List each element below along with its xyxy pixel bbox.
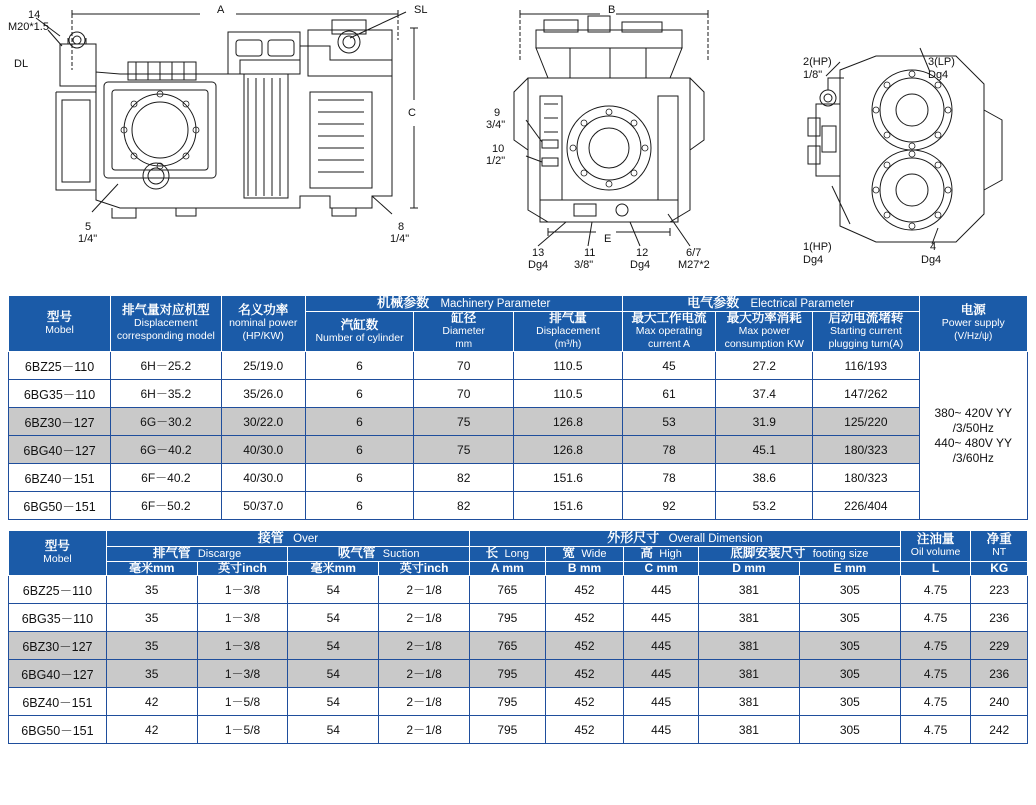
- cell-kw: 38.6: [716, 464, 813, 492]
- th-max-power-en: Max power consumption KW: [724, 325, 804, 350]
- cell-disp: 110.5: [514, 352, 622, 380]
- cell2-b: 452: [545, 604, 624, 632]
- cell-start: 125/220: [813, 408, 919, 436]
- cell2-dis-mm: 35: [106, 660, 197, 688]
- th2-discharge-cn: 排气管: [152, 546, 191, 560]
- table-row: [9, 576, 1028, 604]
- cell2-d: 381: [698, 660, 799, 688]
- cell2-model: 6BZ30－127: [9, 632, 107, 660]
- cell2-dis-mm: 35: [106, 604, 197, 632]
- cell2-c: 445: [624, 688, 699, 716]
- th-model-en: Mobel: [45, 323, 74, 336]
- th-max-current-en: Max operating current A: [635, 325, 703, 350]
- side-label-7: Dg4: [528, 259, 549, 271]
- cell-dia: 82: [414, 492, 514, 520]
- th-start-current: [813, 312, 919, 352]
- cell-dia: 75: [414, 408, 514, 436]
- th-power-supply-unit: (V/Hz/ψ): [954, 331, 993, 342]
- cell2-nt: 223: [971, 576, 1028, 604]
- cell2-model: 6BZ25－110: [9, 576, 107, 604]
- top-label-6: 4: [930, 241, 937, 253]
- cell-model: 6BG40－127: [9, 436, 111, 464]
- cell2-suc-in: 2－1/8: [379, 660, 470, 688]
- specification-table-1: [8, 295, 1028, 520]
- table1-header-row-1: [9, 296, 1028, 312]
- cell2-suc-in: 2－1/8: [379, 632, 470, 660]
- front-view-drawing: [0, 0, 440, 295]
- th-displacement-cn: 排气量: [549, 311, 587, 325]
- side-label-13: M27*2: [678, 259, 710, 271]
- th2-model-cn: 型号: [44, 539, 70, 553]
- cell2-a: 795: [470, 716, 546, 744]
- cell2-suc-mm: 54: [288, 688, 379, 716]
- cell-disp-model: 6H－35.2: [111, 380, 222, 408]
- cell2-a: 795: [470, 660, 546, 688]
- top-label-0: 2(HP): [803, 56, 832, 68]
- th2-long-en: Long: [504, 548, 529, 560]
- top-label-7: Dg4: [921, 254, 942, 266]
- th2-oil-volume: [900, 531, 971, 562]
- th2-unit-suc-inch: 英寸inch: [379, 562, 470, 576]
- cell-cur: 78: [622, 436, 716, 464]
- th2-long-cn: 长: [485, 546, 499, 560]
- th-electrical-cn: 电气参数: [687, 295, 740, 310]
- cell-start: 147/262: [813, 380, 919, 408]
- cell-model: 6BZ40－151: [9, 464, 111, 492]
- th2-unit-a: A mm: [470, 562, 546, 576]
- th-displacement-model-cn: 排气量对应机型: [122, 303, 210, 317]
- top-label-1: 1/8": [803, 69, 823, 81]
- th2-unit-b: B mm: [545, 562, 624, 576]
- cell2-dis-mm: 35: [106, 576, 197, 604]
- top-label-3: Dg4: [928, 69, 949, 81]
- cell2-c: 445: [624, 632, 699, 660]
- table2-body: [9, 576, 1028, 744]
- th-nominal-power: [221, 296, 305, 352]
- th-model: [9, 296, 111, 352]
- cell2-dis-mm: 42: [106, 716, 197, 744]
- cell-cyl: 6: [305, 408, 413, 436]
- cell2-b: 452: [545, 688, 624, 716]
- cell2-dis-in: 1－3/8: [197, 604, 288, 632]
- cell-disp-model: 6G－30.2: [111, 408, 222, 436]
- th-displacement: [514, 312, 622, 352]
- th2-wide: [545, 547, 624, 562]
- th2-nt-en: NT: [992, 546, 1007, 558]
- th-machinery-en: Machinery Parameter: [440, 298, 551, 310]
- th2-overall-cn: 外形尺寸: [607, 530, 660, 545]
- cell2-model: 6BZ40－151: [9, 688, 107, 716]
- cell2-dis-mm: 35: [106, 632, 197, 660]
- th2-unit-l: L: [900, 562, 971, 576]
- cell2-e: 305: [799, 688, 900, 716]
- cell2-model: 6BG50－151: [9, 716, 107, 744]
- cell-dia: 70: [414, 352, 514, 380]
- table2-header-row-1: [9, 531, 1028, 547]
- cell-cur: 92: [622, 492, 716, 520]
- th2-unit-c: C mm: [624, 562, 699, 576]
- side-label-4: 1/2": [486, 155, 506, 167]
- cell2-nt: 240: [971, 688, 1028, 716]
- front-view-svg: [0, 0, 440, 295]
- cell2-a: 765: [470, 632, 546, 660]
- th2-overall-en: Overall Dimension: [668, 533, 763, 545]
- front-label-5: C: [408, 107, 416, 119]
- cell-disp-model: 6F－40.2: [111, 464, 222, 492]
- th-cylinder-number: [305, 312, 413, 352]
- table-row: [9, 464, 1028, 492]
- cell-disp: 151.6: [514, 464, 622, 492]
- top-label-2: 3(LP): [928, 56, 955, 68]
- cell-kw: 53.2: [716, 492, 813, 520]
- th2-long: [470, 547, 546, 562]
- th2-overall-dimension: [470, 531, 901, 547]
- th2-net-weight: [971, 531, 1028, 562]
- cell-start: 180/323: [813, 464, 919, 492]
- front-label-4: SL: [414, 4, 428, 16]
- cell2-suc-in: 2－1/8: [379, 688, 470, 716]
- cell-start: 226/404: [813, 492, 919, 520]
- th2-unit-kg: KG: [971, 562, 1028, 576]
- table-row: [9, 632, 1028, 660]
- th2-footing: [698, 547, 900, 562]
- table-row: [9, 660, 1028, 688]
- cell2-nt: 229: [971, 632, 1028, 660]
- th2-unit-dis-inch: 英寸inch: [197, 562, 288, 576]
- th-cylinder-number-cn: 汽缸数: [340, 317, 379, 332]
- cell2-oil: 4.75: [900, 632, 971, 660]
- cell-disp-model: 6F－50.2: [111, 492, 222, 520]
- side-label-2: 3/4": [486, 119, 506, 131]
- table2-header-row-3: [9, 562, 1028, 576]
- side-label-6: 13: [532, 247, 545, 259]
- power-supply-line-3: 440~ 480V YY: [934, 435, 1013, 450]
- th-displacement-en: Displacement: [536, 325, 600, 337]
- cell2-oil: 4.75: [900, 716, 971, 744]
- cell2-suc-in: 2－1/8: [379, 604, 470, 632]
- th2-unit-e: E mm: [799, 562, 900, 576]
- cell-cyl: 6: [305, 492, 413, 520]
- cell2-b: 452: [545, 632, 624, 660]
- th-power-supply: [919, 296, 1027, 352]
- cell-cur: 53: [622, 408, 716, 436]
- cell-model: 6BZ25－110: [9, 352, 111, 380]
- th-electrical-parameter: [622, 296, 919, 312]
- cell-kw: 31.9: [716, 408, 813, 436]
- side-label-8: 11: [584, 247, 596, 259]
- th2-footing-en: footing size: [812, 548, 869, 560]
- th2-discharge: [106, 547, 288, 562]
- cell2-suc-mm: 54: [288, 716, 379, 744]
- cell2-suc-mm: 54: [288, 660, 379, 688]
- cell2-dis-in: 1－5/8: [197, 716, 288, 744]
- th2-discharge-en: Discarge: [197, 548, 242, 560]
- cell-dia: 82: [414, 464, 514, 492]
- cell-disp: 126.8: [514, 436, 622, 464]
- cell2-c: 445: [624, 576, 699, 604]
- th-diameter-cn: 缸径: [451, 311, 477, 325]
- power-supply-line-2: /3/50Hz: [952, 420, 994, 435]
- power-supply-line-1: 380~ 420V YY: [934, 405, 1013, 420]
- th2-model-en: Mobel: [43, 553, 72, 565]
- cell-power: 40/30.0: [221, 464, 305, 492]
- side-label-10: 12: [636, 247, 649, 259]
- th-diameter-unit: mm: [455, 339, 473, 350]
- cell2-e: 305: [799, 660, 900, 688]
- side-label-11: Dg4: [630, 259, 651, 271]
- cell2-e: 305: [799, 632, 900, 660]
- cell2-suc-in: 2－1/8: [379, 716, 470, 744]
- cell-cyl: 6: [305, 352, 413, 380]
- cell2-dis-in: 1－3/8: [197, 576, 288, 604]
- table2-header-row-2: [9, 547, 1028, 562]
- th2-high: [624, 547, 699, 562]
- cell-cyl: 6: [305, 464, 413, 492]
- th-power-supply-en: Power supply: [941, 317, 1005, 329]
- cell2-model: 6BG35－110: [9, 604, 107, 632]
- cell-power: 30/22.0: [221, 408, 305, 436]
- front-label-0: 14: [28, 9, 41, 21]
- th-nominal-power-cn: 名义功率: [238, 303, 289, 317]
- cell2-oil: 4.75: [900, 604, 971, 632]
- cell-cur: 61: [622, 380, 716, 408]
- top-label-5: Dg4: [803, 254, 824, 266]
- th-displacement-unit: (m³/h): [554, 339, 582, 350]
- cell-disp: 126.8: [514, 408, 622, 436]
- side-view-drawing: [470, 0, 730, 295]
- front-label-7: 1/4": [78, 233, 98, 245]
- th2-suction-en: Suction: [382, 548, 420, 560]
- cell2-e: 305: [799, 576, 900, 604]
- cell2-dis-in: 1－3/8: [197, 632, 288, 660]
- cell2-d: 381: [698, 688, 799, 716]
- cell2-b: 452: [545, 716, 624, 744]
- cell2-dis-in: 1－5/8: [197, 688, 288, 716]
- th-machinery-cn: 机械参数: [377, 295, 430, 310]
- cell-power: 40/30.0: [221, 436, 305, 464]
- cell-model: 6BZ30－127: [9, 408, 111, 436]
- th2-over: [106, 531, 469, 547]
- cell-dia: 75: [414, 436, 514, 464]
- cell2-nt: 236: [971, 604, 1028, 632]
- cell2-model: 6BG40－127: [9, 660, 107, 688]
- cell2-b: 452: [545, 660, 624, 688]
- table-spacer: [0, 520, 1036, 530]
- table-row: [9, 380, 1028, 408]
- cell2-a: 795: [470, 688, 546, 716]
- top-view-drawing: [780, 0, 1036, 295]
- table-row: [9, 604, 1028, 632]
- th-max-current-cn: 最大工作电流: [631, 311, 707, 325]
- cell2-c: 445: [624, 716, 699, 744]
- th-max-current: [622, 312, 716, 352]
- th2-oil-cn: 注油量: [916, 532, 955, 546]
- th2-over-cn: 接管: [257, 530, 284, 545]
- side-label-9: 3/8": [574, 259, 594, 271]
- cell-disp: 151.6: [514, 492, 622, 520]
- th-model-cn: 型号: [47, 309, 73, 324]
- cell-kw: 37.4: [716, 380, 813, 408]
- table-row: [9, 492, 1028, 520]
- th2-wide-cn: 宽: [562, 546, 576, 560]
- front-label-1: M20*1.5: [8, 21, 49, 33]
- table-row: [9, 716, 1028, 744]
- th-nominal-power-en: nominal power (HP/KW): [229, 317, 298, 342]
- th-start-current-cn: 启动电流堵转: [828, 311, 904, 325]
- cell2-c: 445: [624, 604, 699, 632]
- th2-footing-cn: 底脚安装尺寸: [730, 546, 806, 560]
- cell-kw: 27.2: [716, 352, 813, 380]
- cell-disp-model: 6G－40.2: [111, 436, 222, 464]
- technical-drawings: [0, 0, 1036, 295]
- cell2-suc-in: 2－1/8: [379, 576, 470, 604]
- cell-cyl: 6: [305, 436, 413, 464]
- cell2-d: 381: [698, 716, 799, 744]
- cell-cur: 45: [622, 352, 716, 380]
- th2-oil-en: Oil volume: [910, 546, 961, 558]
- cell2-oil: 4.75: [900, 688, 971, 716]
- th2-unit-suc-mm: 毫米mm: [288, 562, 379, 576]
- th2-model: [9, 531, 107, 576]
- cell2-dis-in: 1－3/8: [197, 660, 288, 688]
- table-row: [9, 436, 1028, 464]
- th-machinery-parameter: [305, 296, 622, 312]
- cell2-e: 305: [799, 716, 900, 744]
- cell-power: 35/26.0: [221, 380, 305, 408]
- cell-cyl: 6: [305, 380, 413, 408]
- cell2-dis-mm: 42: [106, 688, 197, 716]
- th2-unit-d: D mm: [698, 562, 799, 576]
- side-label-3: 10: [492, 143, 505, 155]
- th2-over-en: Over: [293, 533, 319, 545]
- cell2-suc-mm: 54: [288, 576, 379, 604]
- cell-disp: 110.5: [514, 380, 622, 408]
- front-label-2: DL: [14, 58, 29, 70]
- cell2-e: 305: [799, 604, 900, 632]
- side-label-0: B: [608, 4, 616, 16]
- th-max-power-cn: 最大功率消耗: [726, 311, 802, 325]
- cell2-suc-mm: 54: [288, 604, 379, 632]
- cell2-c: 445: [624, 660, 699, 688]
- th-power-supply-cn: 电源: [960, 303, 986, 317]
- side-label-5: E: [604, 233, 612, 245]
- cell2-a: 795: [470, 604, 546, 632]
- cell2-nt: 236: [971, 660, 1028, 688]
- cell-start: 116/193: [813, 352, 919, 380]
- th-electrical-en: Electrical Parameter: [750, 298, 855, 310]
- table-row: [9, 688, 1028, 716]
- th-displacement-model-en: Displacement corresponding model: [116, 317, 215, 342]
- th-max-power: [716, 312, 813, 352]
- cell-model: 6BG35－110: [9, 380, 111, 408]
- side-label-12: 6/7: [686, 247, 702, 259]
- cell2-d: 381: [698, 632, 799, 660]
- cell-start: 180/323: [813, 436, 919, 464]
- th2-unit-dis-mm: 毫米mm: [106, 562, 197, 576]
- cell2-a: 765: [470, 576, 546, 604]
- top-label-4: 1(HP): [803, 241, 832, 253]
- th2-high-cn: 高: [640, 546, 653, 560]
- th2-high-en: High: [659, 548, 682, 560]
- cell-disp-model: 6H－25.2: [111, 352, 222, 380]
- front-label-8: 8: [398, 221, 405, 233]
- th2-wide-en: Wide: [581, 548, 607, 560]
- cell2-b: 452: [545, 576, 624, 604]
- cell2-d: 381: [698, 604, 799, 632]
- table1-body: [9, 352, 1028, 520]
- th2-nt-cn: 净重: [986, 532, 1012, 546]
- side-label-1: 9: [494, 107, 501, 119]
- th-cylinder-number-en: Number of cylinder: [315, 331, 404, 344]
- cell-model: 6BG50－151: [9, 492, 111, 520]
- front-label-9: 1/4": [390, 233, 410, 245]
- cell-cur: 78: [622, 464, 716, 492]
- table-row: [9, 408, 1028, 436]
- th-diameter: [414, 312, 514, 352]
- cell2-d: 381: [698, 576, 799, 604]
- cell2-suc-mm: 54: [288, 632, 379, 660]
- th-diameter-en: Diameter: [442, 325, 486, 337]
- th-displacement-model: [111, 296, 222, 352]
- cell-power: 50/37.0: [221, 492, 305, 520]
- front-label-3: A: [217, 4, 225, 16]
- cell-dia: 70: [414, 380, 514, 408]
- cell2-nt: 242: [971, 716, 1028, 744]
- cell-kw: 45.1: [716, 436, 813, 464]
- th2-suction-cn: 吸气管: [337, 546, 376, 560]
- specification-table-2: [8, 530, 1028, 744]
- power-supply-line-4: /3/60Hz: [952, 450, 994, 465]
- table-row: [9, 352, 1028, 380]
- th2-suction: [288, 547, 470, 562]
- cell2-oil: 4.75: [900, 660, 971, 688]
- cell-power-supply: [919, 352, 1027, 520]
- front-label-6: 5: [85, 221, 92, 233]
- cell2-oil: 4.75: [900, 576, 971, 604]
- cell-power: 25/19.0: [221, 352, 305, 380]
- th-start-current-en: Starting current plugging turn(A): [828, 325, 904, 350]
